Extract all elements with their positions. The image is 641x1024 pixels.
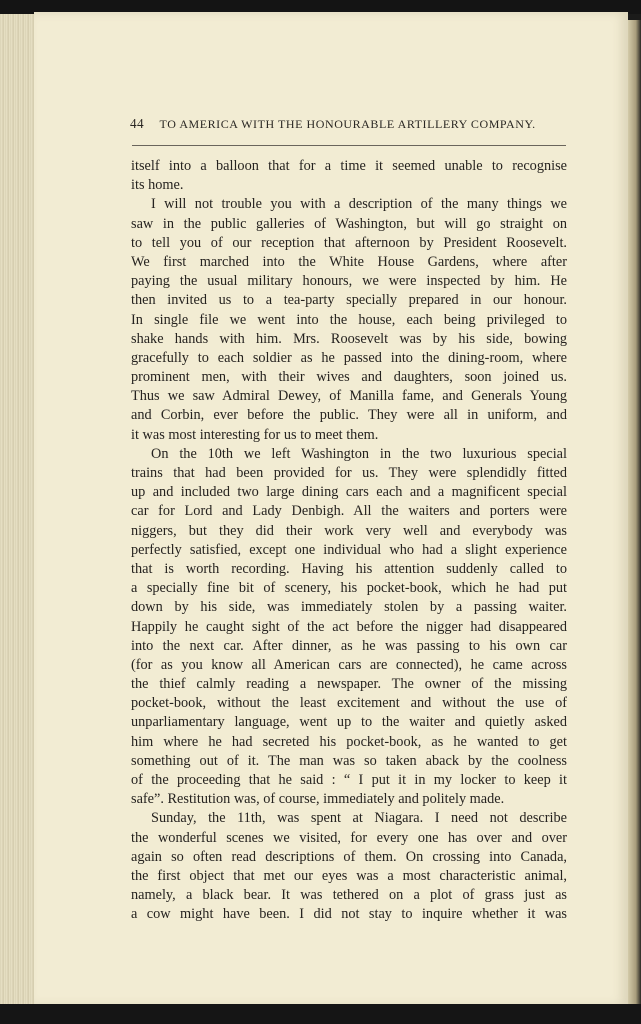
- text-line: into the next car. After dinner, as he was passing to his own car: [131, 637, 567, 654]
- running-header: [130, 116, 566, 132]
- text-line: niggers, but they did their work very well and everybody was: [131, 522, 567, 539]
- text-line: itself into a balloon that for a time it seemed unable to recognise: [131, 158, 567, 174]
- text-line: perfectly satisfied, except one individual who had a slight experience: [131, 541, 567, 558]
- text-line: him where he had secreted his pocket-book, as he wanted to get: [131, 733, 567, 750]
- text-line: unparliamentary language, went up to the waiter and quietly asked: [131, 714, 567, 731]
- text-line: again so often read descriptions of them. On crossing into Canada,: [131, 848, 567, 865]
- text-line: Thus we saw Admiral Dewey, of Manilla fame, and Generals Young: [131, 388, 567, 405]
- text-line: pocket-book, without the least excitement and without the use of: [131, 695, 567, 712]
- text-line: it was most interesting for us to meet them.: [131, 426, 379, 443]
- text-line: Sunday, the 11th, was spent at Niagara. I need not describe: [151, 810, 567, 827]
- page-right-edge: [628, 20, 641, 1004]
- text-line: the wonderful scenes we visited, for every one has over and over: [131, 829, 567, 846]
- text-line: and Corbin, ever before the public. They were all in uniform, and: [131, 407, 567, 424]
- text-line: car for Lord and Lady Denbigh. All the waiters and porters were: [131, 503, 567, 520]
- text-line: its home.: [131, 177, 184, 194]
- running-title: TO AMERICA WITH THE HONOURABLE ARTILLERY COMPANY.: [159, 117, 536, 131]
- text-line: prominent men, with their wives and daughters, soon joined us.: [131, 369, 567, 386]
- text-line: something out of it. The man was so taken aback by the coolness: [131, 752, 567, 769]
- page-number: 44: [130, 116, 144, 131]
- text-line: trains that had been provided for us. They were splendidly fitted: [131, 465, 567, 481]
- text-line: up and included two large dining cars each and a magnificent special: [131, 484, 567, 501]
- text-line: I will not trouble you with a description of the many things we: [151, 196, 567, 213]
- text-line: Happily he caught sight of the act before the nigger had disappeared: [131, 618, 567, 635]
- text-line: paying the usual military honours, we were inspected by him. He: [131, 273, 567, 290]
- text-line: a cow might have been. I did not stay to inquire whether it was: [131, 906, 567, 923]
- text-line: safe”. Restitution was, of course, immediately and politely made.: [131, 791, 505, 808]
- text-line: (for as you know all American cars are connected), he came across: [131, 656, 567, 673]
- text-line: that is worth recording. Having his attention suddenly called to: [131, 560, 567, 577]
- text-line: the thief calmly reading a newspaper. The owner of the missing: [131, 676, 567, 693]
- text-line: to tell you of our reception that afternoon by President Roosevelt.: [131, 234, 567, 251]
- text-line: gracefully to each soldier as he passed into the dining-room, where: [131, 349, 567, 366]
- bottom-dark-band: [0, 1004, 641, 1024]
- text-line: of the proceeding that he said : “ I put it in my locker to keep it: [131, 772, 567, 788]
- text-line: In single file we went into the house, each being privileged to: [131, 311, 567, 328]
- text-line: shake hands with him. Mrs. Roosevelt was by his side, bowing: [131, 330, 567, 347]
- text-line: We first marched into the White House Gardens, where after: [131, 253, 567, 270]
- text-line: On the 10th we left Washington in the two luxurious special: [151, 445, 567, 462]
- header-rule: [132, 145, 566, 146]
- stacked-page-edges: [0, 14, 35, 1006]
- text-line: namely, a black bear. It was tethered on a plot of grass just as: [131, 887, 567, 904]
- text-line: then invited us to a tea-party specially prepared in our honour.: [131, 292, 567, 309]
- text-line: saw in the public galleries of Washington, but will go straight on: [131, 215, 567, 232]
- text-line: the first object that met our eyes was a most characteristic animal,: [131, 867, 567, 884]
- text-line: down by his side, was immediately stolen by a passing waiter.: [131, 599, 567, 616]
- body-text: [131, 157, 567, 925]
- text-line: a specially fine bit of scenery, his pocket-book, which he had put: [131, 580, 567, 597]
